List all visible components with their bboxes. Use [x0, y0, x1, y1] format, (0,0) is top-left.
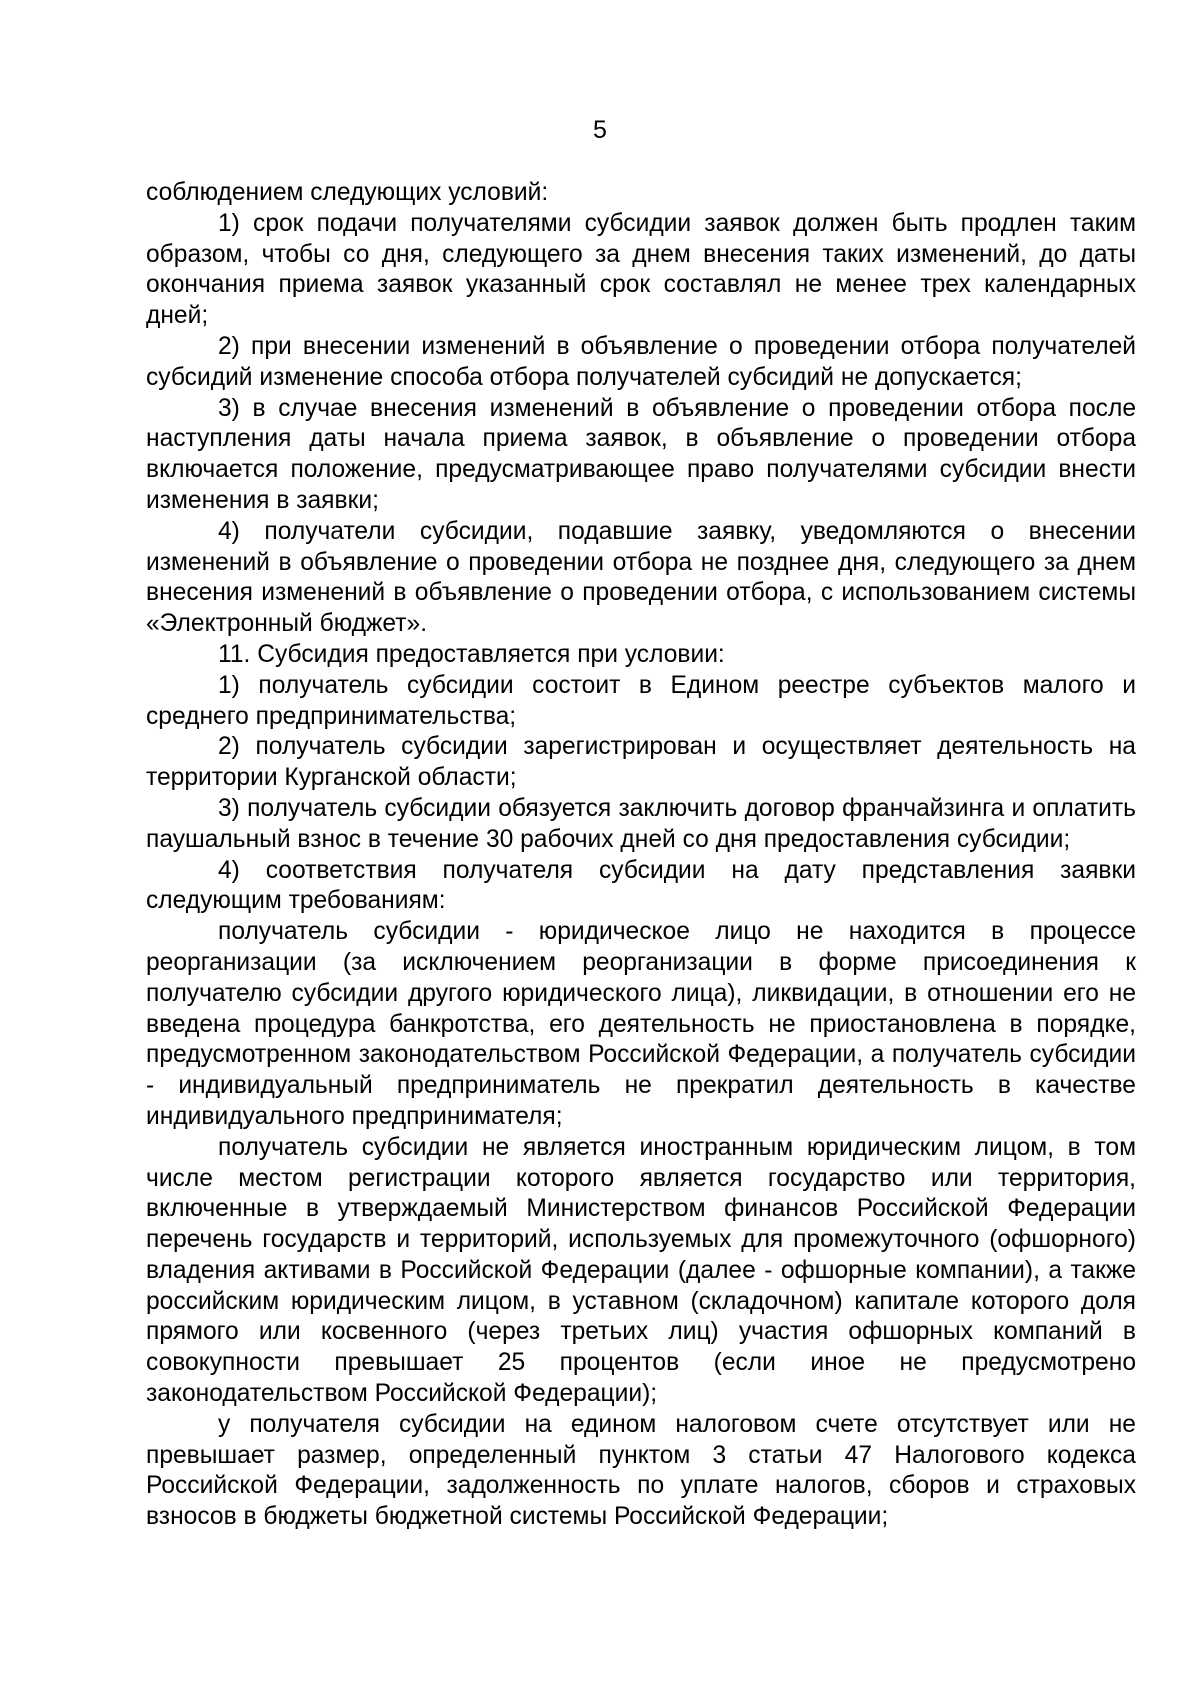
paragraph-item-1: 1) срок подачи получателями субсидии заявок должен быть продлен таким образом, чтобы со дня, следующего за днем внесения таких изменений, до даты окончания приема заявок указанный срок составлял не менее трех календарных дней; [146, 209, 1136, 330]
page-number: 5 [593, 116, 607, 144]
paragraph-item-4: 4) получатели субсидии, подавшие заявку, уведомляются о внесении изменений в объявление о проведении отбора не позднее дня, следующего за днем внесения изменений в объявление о проведении отбора, с использованием системы «Электронный бюджет». [146, 517, 1136, 638]
document-body [146, 178, 1136, 1533]
paragraph-requirement-reorganization: получатель субсидии - юридическое лицо не находится в процессе реорганизации (за исключением реорганизации в форме присоединения к получателю субсидии другого юридического лица), ликвидации, в отношении его не введена процедура банкротства, его деятельность не приостановлена в порядке, предусмотренном законодательством Российской Федерации, а получатель субсидии - индивидуальный предприниматель не прекратил деятельность в качестве индивидуального предпринимателя; [146, 918, 1136, 1130]
paragraph-condition-1: 1) получатель субсидии состоит в Едином реестре субъектов малого и среднего предпринимательства; [146, 671, 1136, 730]
paragraph-requirement-offshore: получатель субсидии не является иностранным юридическим лицом, в том числе местом регистрации которого является государство или территория, включенные в утверждаемый Министерством финансов Российской Федерации перечень государств и территорий, используемых для промежуточного (офшорного) владения активами в Российской Федерации (далее - офшорные компании), а также российским юридическим лицом, в уставном (складочном) капитале которого доля прямого или косвенного (через третьих лиц) участия офшорных компаний в совокупности превышает 25 процентов (если иное не предусмотрено законодательством Российской Федерации); [146, 1133, 1136, 1408]
paragraph-continuation: соблюдением следующих условий: [146, 179, 549, 206]
paragraph-condition-4: 4) соответствия получателя субсидии на дату представления заявки следующим требованиям: [146, 856, 1136, 915]
paragraph-requirement-tax-debt: у получателя субсидии на едином налоговом счете отсутствует или не превышает размер, определенный пунктом 3 статьи 47 Налогового кодекса Российской Федерации, задолженность по уплате налогов, сборов и страховых взносов в бюджеты бюджетной системы Российской Федерации; [146, 1410, 1136, 1531]
paragraph-condition-2: 2) получатель субсидии зарегистрирован и осуществляет деятельность на территории Курганской области; [146, 733, 1136, 792]
paragraph-item-3: 3) в случае внесения изменений в объявление о проведении отбора после наступления даты начала приема заявок, в объявление о проведении отбора включается положение, предусматривающее право получателями субсидии внести изменения в заявки; [146, 394, 1136, 514]
paragraph-clause-11: 11. Субсидия предоставляется при условии: [218, 640, 725, 668]
paragraph-condition-3: 3) получатель субсидии обязуется заключить договор франчайзинга и оплатить паушальный взнос в течение 30 рабочих дней со дня предоставления субсидии; [146, 794, 1136, 853]
paragraph-item-2: 2) при внесении изменений в объявление о проведении отбора получателей субсидий изменение способа отбора получателей субсидий не допускается; [146, 332, 1136, 391]
